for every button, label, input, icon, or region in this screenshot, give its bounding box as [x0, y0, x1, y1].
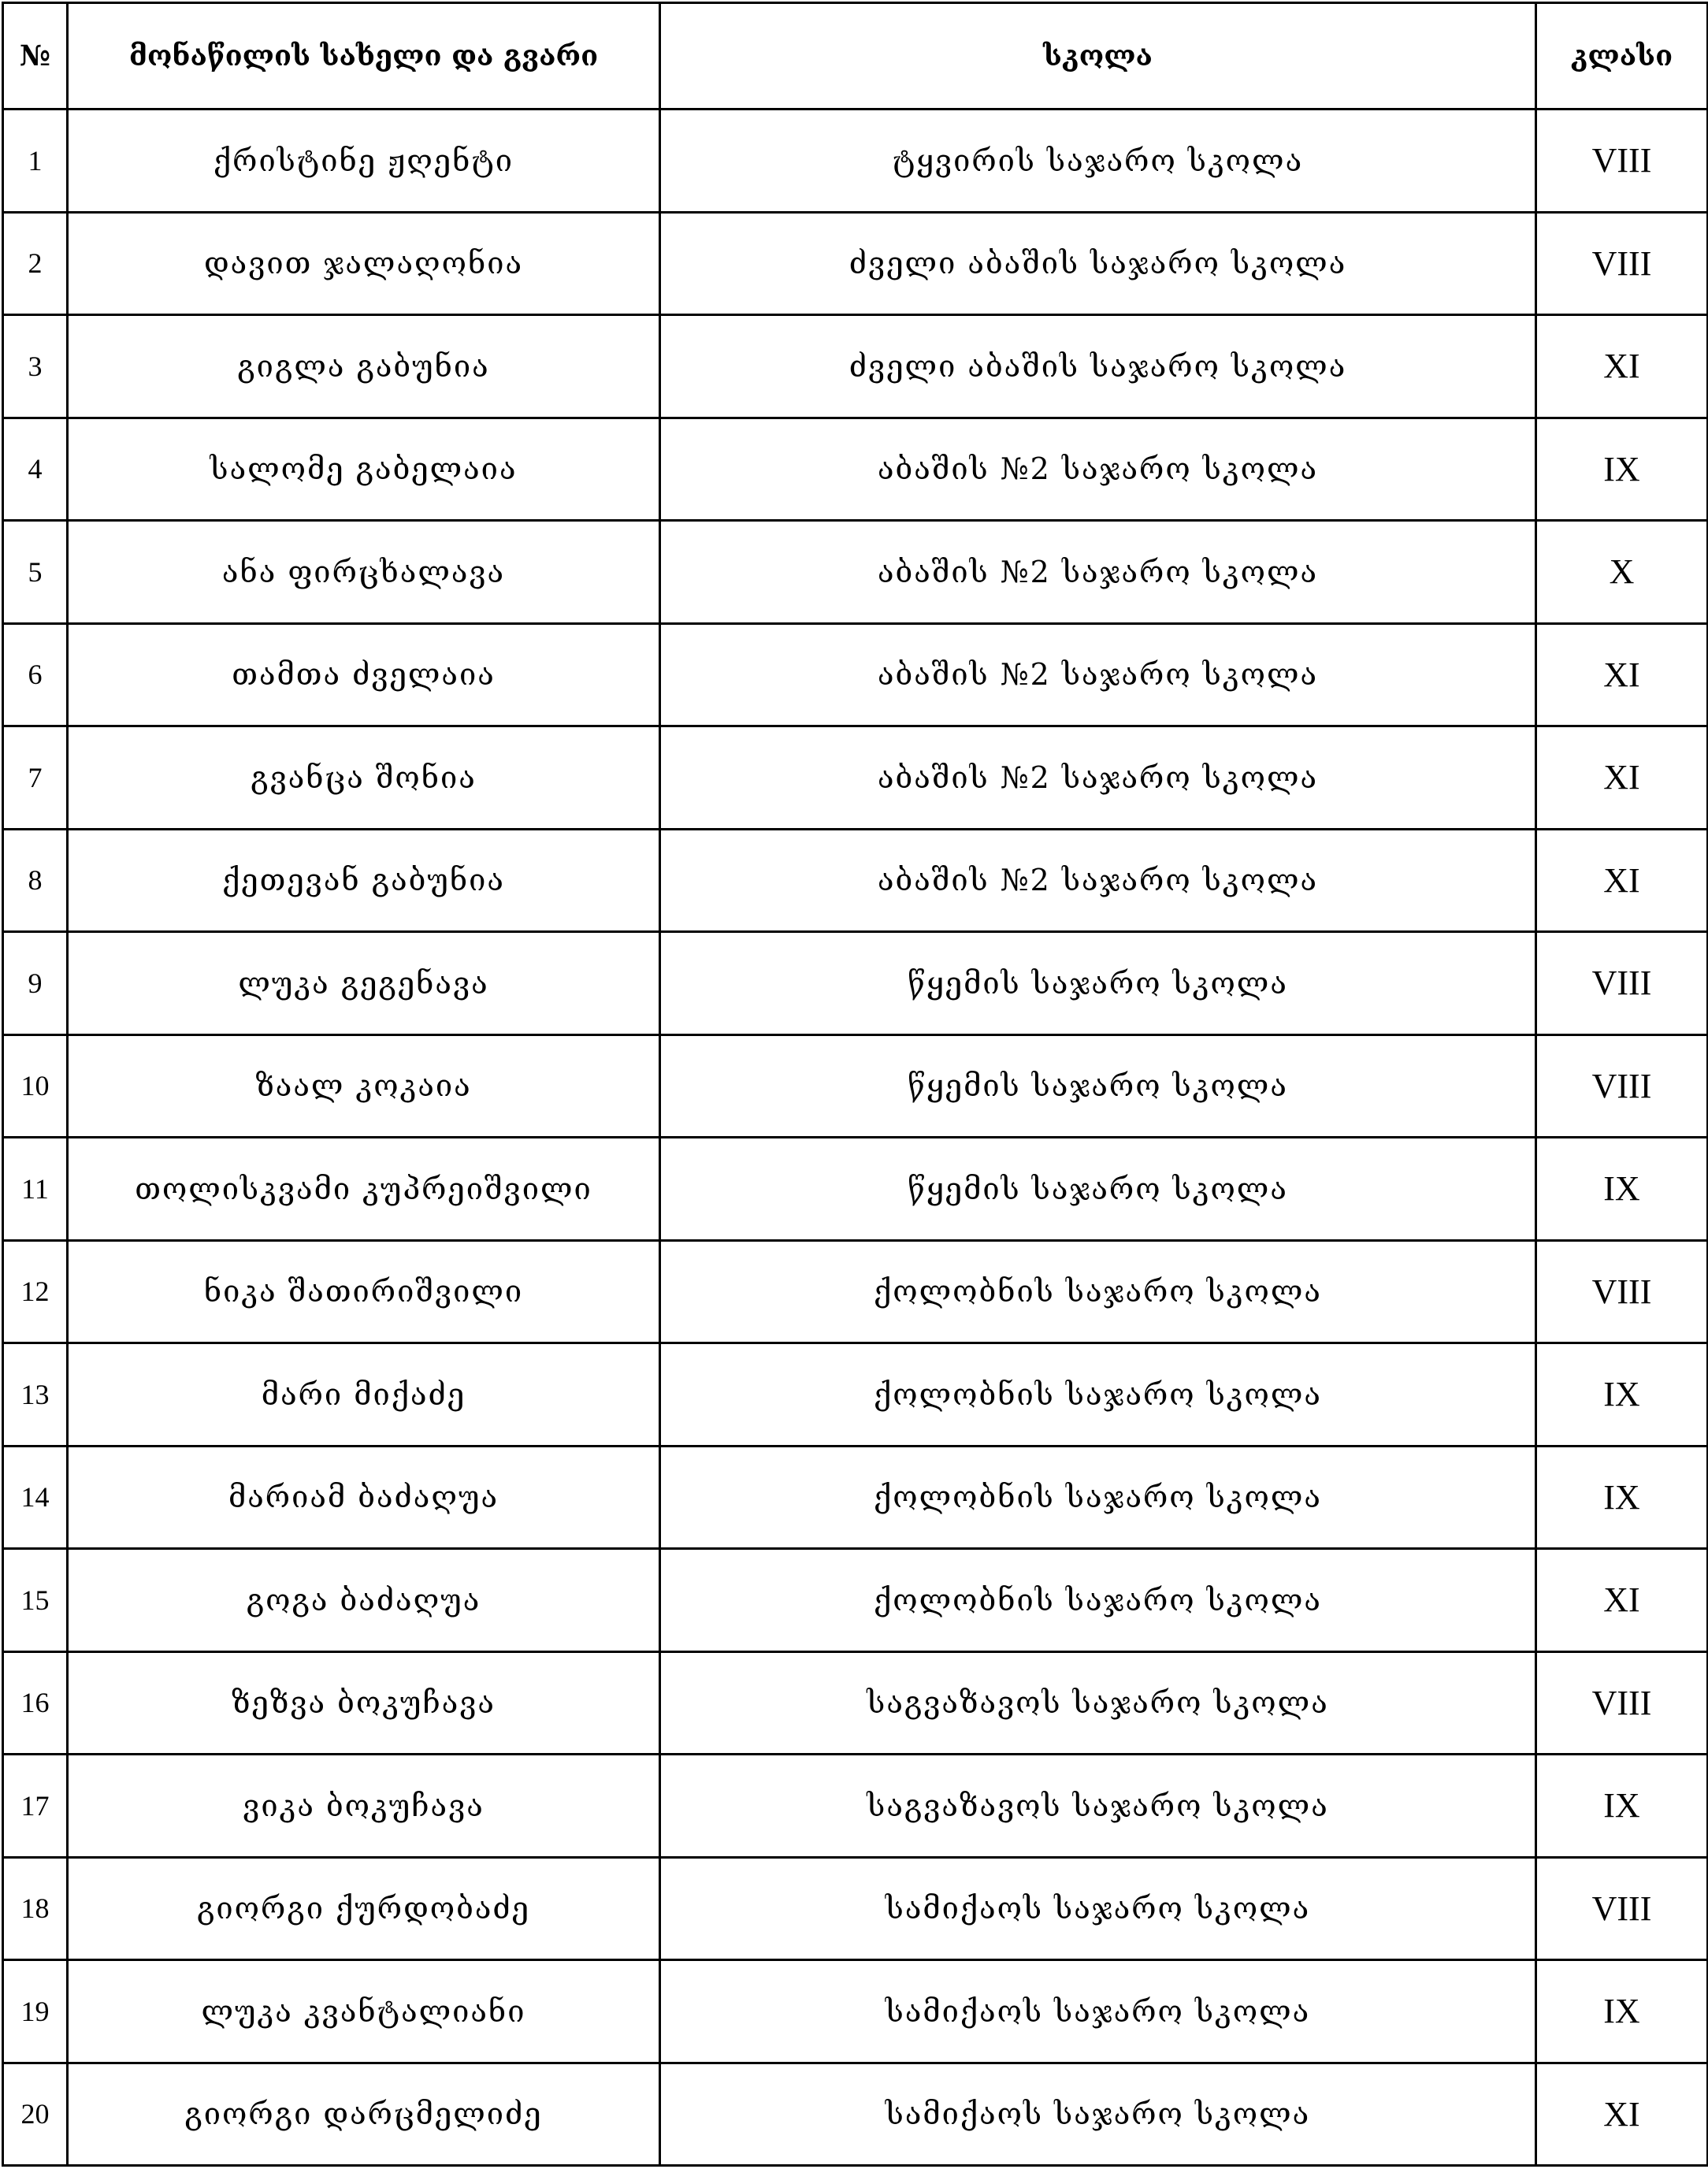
row-number: 12: [3, 1240, 68, 1343]
school-name: სამიქაოს საჯარო სკოლა: [660, 1857, 1536, 1960]
table-row: [3, 1755, 1708, 1858]
participant-name: გვანცა შონია: [68, 726, 660, 830]
table-row: [3, 418, 1708, 521]
school-name: აბაშის №2 საჯარო სკოლა: [660, 623, 1536, 726]
grade-value: IX: [1536, 1343, 1708, 1447]
school-name: ქოლობნის საჯარო სკოლა: [660, 1343, 1536, 1447]
row-number: 4: [3, 418, 68, 521]
school-name: ქოლობნის საჯარო სკოლა: [660, 1240, 1536, 1343]
table-row: [3, 212, 1708, 315]
table-row: [3, 1651, 1708, 1755]
grade-value: XI: [1536, 1549, 1708, 1652]
grade-value: XI: [1536, 315, 1708, 418]
participant-name: ლუკა კვანტალიანი: [68, 1960, 660, 2063]
grade-value: VIII: [1536, 212, 1708, 315]
participant-name: ქრისტინე ჟღენტი: [68, 110, 660, 213]
participant-name: ზეზვა ბოკუჩავა: [68, 1651, 660, 1755]
row-number: 14: [3, 1446, 68, 1549]
row-number: 7: [3, 726, 68, 830]
table-header-row: [3, 3, 1708, 110]
row-number: 10: [3, 1034, 68, 1138]
table-row: [3, 1960, 1708, 2063]
school-name: წყემის საჯარო სკოლა: [660, 1034, 1536, 1138]
school-name: ქოლობნის საჯარო სკოლა: [660, 1446, 1536, 1549]
row-number: 16: [3, 1651, 68, 1755]
table-row: [3, 829, 1708, 932]
table-row: [3, 623, 1708, 726]
row-number: 13: [3, 1343, 68, 1447]
school-name: სამიქაოს საჯარო სკოლა: [660, 1960, 1536, 2063]
row-number: 1: [3, 110, 68, 213]
participant-name: გიორგი დარცმელიძე: [68, 2063, 660, 2166]
participant-name: მარიამ ბაძაღუა: [68, 1446, 660, 1549]
row-number: 9: [3, 932, 68, 1035]
school-name: ტყვირის საჯარო სკოლა: [660, 110, 1536, 213]
table-row: [3, 1138, 1708, 1241]
grade-value: VIII: [1536, 1857, 1708, 1960]
table-row: [3, 1549, 1708, 1652]
school-name: აბაშის №2 საჯარო სკოლა: [660, 521, 1536, 624]
participant-name: მარი მიქაძე: [68, 1343, 660, 1447]
table-row: [3, 315, 1708, 418]
table-row: [3, 2063, 1708, 2166]
row-number: 8: [3, 829, 68, 932]
participant-name: ლუკა გეგენავა: [68, 932, 660, 1035]
grade-value: IX: [1536, 1446, 1708, 1549]
participant-name: ზაალ კოკაია: [68, 1034, 660, 1138]
row-number: 19: [3, 1960, 68, 2063]
school-name: წყემის საჯარო სკოლა: [660, 932, 1536, 1035]
grade-value: VIII: [1536, 1240, 1708, 1343]
row-number: 15: [3, 1549, 68, 1652]
grade-value: XI: [1536, 2063, 1708, 2166]
grade-value: IX: [1536, 1138, 1708, 1241]
row-number: 11: [3, 1138, 68, 1241]
grade-value: IX: [1536, 418, 1708, 521]
grade-value: VIII: [1536, 110, 1708, 213]
grade-value: IX: [1536, 1960, 1708, 2063]
participant-name: დავით ჯალაღონია: [68, 212, 660, 315]
row-number: 18: [3, 1857, 68, 1960]
participant-name: გიგლა გაბუნია: [68, 315, 660, 418]
school-name: სამიქაოს საჯარო სკოლა: [660, 2063, 1536, 2166]
school-name: წყემის საჯარო სკოლა: [660, 1138, 1536, 1241]
grade-value: X: [1536, 521, 1708, 624]
grade-value: VIII: [1536, 932, 1708, 1035]
table-row: [3, 110, 1708, 213]
table-body: [3, 110, 1708, 2166]
header-number: №: [3, 3, 68, 110]
school-name: ძველი აბაშის საჯარო სკოლა: [660, 315, 1536, 418]
participant-name: ვიკა ბოკუჩავა: [68, 1755, 660, 1858]
grade-value: XI: [1536, 829, 1708, 932]
school-name: აბაშის №2 საჯარო სკოლა: [660, 726, 1536, 830]
school-name: აბაშის №2 საჯარო სკოლა: [660, 418, 1536, 521]
table-row: [3, 726, 1708, 830]
participant-name: სალომე გაბელაია: [68, 418, 660, 521]
row-number: 20: [3, 2063, 68, 2166]
table-row: [3, 1240, 1708, 1343]
participant-name: გიორგი ქურდობაძე: [68, 1857, 660, 1960]
school-name: ქოლობნის საჯარო სკოლა: [660, 1549, 1536, 1652]
grade-value: XI: [1536, 726, 1708, 830]
participants-table: [2, 2, 1708, 2167]
participant-name: ნიკა შათირიშვილი: [68, 1240, 660, 1343]
row-number: 3: [3, 315, 68, 418]
participant-name: ანა ფირცხალავა: [68, 521, 660, 624]
table-row: [3, 1343, 1708, 1447]
school-name: ძველი აბაშის საჯარო სკოლა: [660, 212, 1536, 315]
header-school: სკოლა: [660, 3, 1536, 110]
table-row: [3, 1446, 1708, 1549]
table-row: [3, 521, 1708, 624]
school-name: საგვაზავოს საჯარო სკოლა: [660, 1755, 1536, 1858]
participant-name: თოლისკვამი კუპრეიშვილი: [68, 1138, 660, 1241]
row-number: 2: [3, 212, 68, 315]
header-grade: კლასი: [1536, 3, 1708, 110]
school-name: აბაშის №2 საჯარო სკოლა: [660, 829, 1536, 932]
participant-name: გოგა ბაძაღუა: [68, 1549, 660, 1652]
grade-value: XI: [1536, 623, 1708, 726]
row-number: 17: [3, 1755, 68, 1858]
table-row: [3, 1857, 1708, 1960]
grade-value: IX: [1536, 1755, 1708, 1858]
school-name: საგვაზავოს საჯარო სკოლა: [660, 1651, 1536, 1755]
header-participant-name: მონაწილის სახელი და გვარი: [68, 3, 660, 110]
row-number: 5: [3, 521, 68, 624]
grade-value: VIII: [1536, 1034, 1708, 1138]
participant-name: თამთა ძველაია: [68, 623, 660, 726]
table-row: [3, 932, 1708, 1035]
table-row: [3, 1034, 1708, 1138]
participant-name: ქეთევან გაბუნია: [68, 829, 660, 932]
grade-value: VIII: [1536, 1651, 1708, 1755]
row-number: 6: [3, 623, 68, 726]
